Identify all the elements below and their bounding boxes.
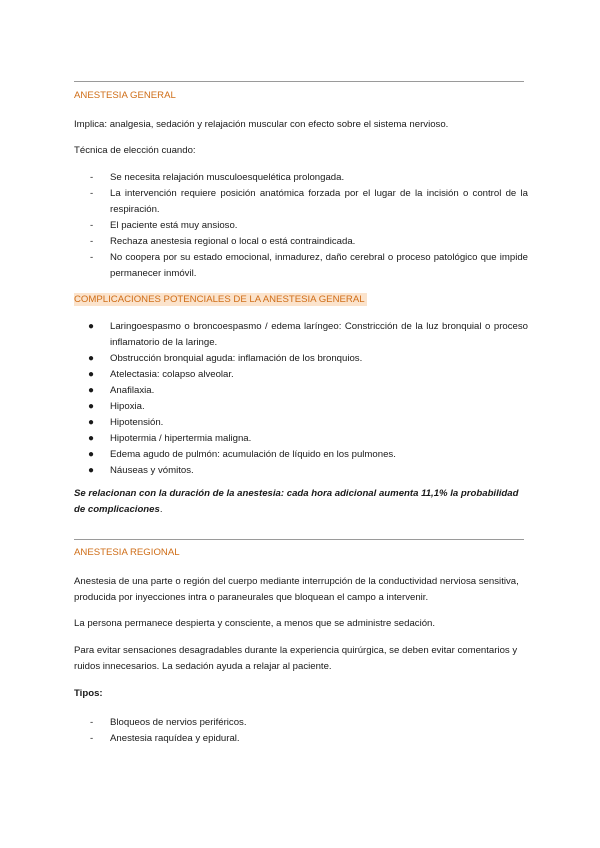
- dash-marker: -: [90, 172, 94, 183]
- list-item-text: Laringoespasmo o broncoespasmo / edema laríngeo: Constricción de la luz bronquial o proceso inflamatorio de la laringe.: [110, 321, 528, 348]
- dash-marker: -: [90, 733, 94, 744]
- list-item: [74, 447, 528, 463]
- list-item: [74, 731, 528, 747]
- list-item-text: Anestesia raquídea y epidural.: [110, 733, 240, 744]
- list-item: [74, 170, 528, 186]
- complicaciones-title: [74, 292, 528, 308]
- list-item-text: El paciente está muy ansioso.: [110, 220, 238, 231]
- list-item: [74, 463, 528, 479]
- dash-marker: -: [90, 236, 94, 247]
- list-item-text: Hipotensión.: [110, 417, 164, 428]
- list-item: [74, 218, 528, 234]
- dash-marker: -: [90, 252, 94, 263]
- list-item: [74, 415, 528, 431]
- list-item-text: Hipoxia.: [110, 401, 145, 412]
- list-item-text: Rechaza anestesia regional o local o está contraindicada.: [110, 236, 356, 247]
- section-divider: [74, 81, 524, 82]
- list-item-text: Anafilaxia.: [110, 385, 155, 396]
- section-title-general: ANESTESIA GENERAL: [74, 90, 176, 101]
- bullet-icon: ●: [88, 353, 95, 364]
- regional-paragraph-3: Para evitar sensaciones desagradables durante la experiencia quirúrgica, se deben evitar comentarios y ruidos innecesarios. La sedación ayuda a relajar al paciente.: [74, 645, 518, 672]
- bullet-icon: ●: [88, 401, 95, 412]
- regional-paragraph-2: La persona permanece despierta y consciente, a menos que se administre sedación.: [74, 618, 436, 629]
- dash-marker: -: [90, 717, 94, 728]
- list-item: [74, 399, 528, 415]
- list-item-text: Obstrucción bronquial aguda: inflamación de los bronquios.: [110, 353, 363, 364]
- duracion-note-end: .: [159, 504, 163, 515]
- bullet-icon: ●: [88, 369, 95, 380]
- implica-paragraph: Implica: analgesia, sedación y relajación muscular con efecto sobre el sistema nervioso.: [74, 119, 449, 130]
- list-item-text: Se necesita relajación musculoesquelética prolongada.: [110, 172, 345, 183]
- list-item: [74, 383, 528, 399]
- tecnica-intro: Técnica de elección cuando:: [74, 145, 196, 156]
- complicaciones-list: [74, 319, 528, 479]
- list-item: [74, 715, 528, 731]
- list-item: [74, 319, 528, 351]
- list-item: [74, 234, 528, 250]
- bullet-icon: ●: [88, 433, 95, 444]
- dash-marker: -: [90, 220, 94, 231]
- list-item-text: Edema agudo de pulmón: acumulación de líquido en los pulmones.: [110, 449, 396, 460]
- list-item-text: Atelectasia: colapso alveolar.: [110, 369, 234, 380]
- list-item: [74, 367, 528, 383]
- list-item-text: Náuseas y vómitos.: [110, 465, 194, 476]
- tipos-list: [74, 715, 528, 747]
- list-item: [74, 250, 528, 282]
- complicaciones-title-highlight: COMPLICACIONES POTENCIALES DE LA ANESTESIA GENERAL: [74, 294, 365, 305]
- bullet-icon: ●: [88, 417, 95, 428]
- list-item: [74, 431, 528, 447]
- tipos-label: Tipos:: [74, 688, 103, 699]
- section-title-regional: ANESTESIA REGIONAL: [74, 547, 180, 558]
- tecnica-list: [74, 170, 528, 282]
- dash-marker: -: [90, 188, 94, 199]
- list-item: [74, 351, 528, 367]
- bullet-icon: ●: [88, 385, 95, 396]
- bullet-icon: ●: [88, 449, 95, 460]
- list-item-text: No coopera por su estado emocional, inmadurez, daño cerebral o proceso patológico que impide permanecer inmóvil.: [110, 252, 528, 279]
- list-item-text: Bloqueos de nervios periféricos.: [110, 717, 247, 728]
- bullet-icon: ●: [88, 321, 95, 332]
- duracion-note-text: Se relacionan con la duración de la anestesia: cada hora adicional aumenta 11,1% la probabilidad de complicaciones: [74, 488, 519, 515]
- duracion-note: [74, 486, 528, 518]
- bullet-icon: ●: [88, 465, 95, 476]
- list-item-text: La intervención requiere posición anatómica forzada por el lugar de la incisión o control de la respiración.: [110, 188, 528, 215]
- list-item: [74, 186, 528, 218]
- regional-paragraph-1: Anestesia de una parte o región del cuerpo mediante interrupción de la conductividad nerviosa sensitiva, producida por inyecciones intra o paraneurales que bloquean el campo a intervenir.: [74, 576, 519, 603]
- list-item-text: Hipotermia / hipertermia maligna.: [110, 433, 252, 444]
- section-divider: [74, 539, 524, 540]
